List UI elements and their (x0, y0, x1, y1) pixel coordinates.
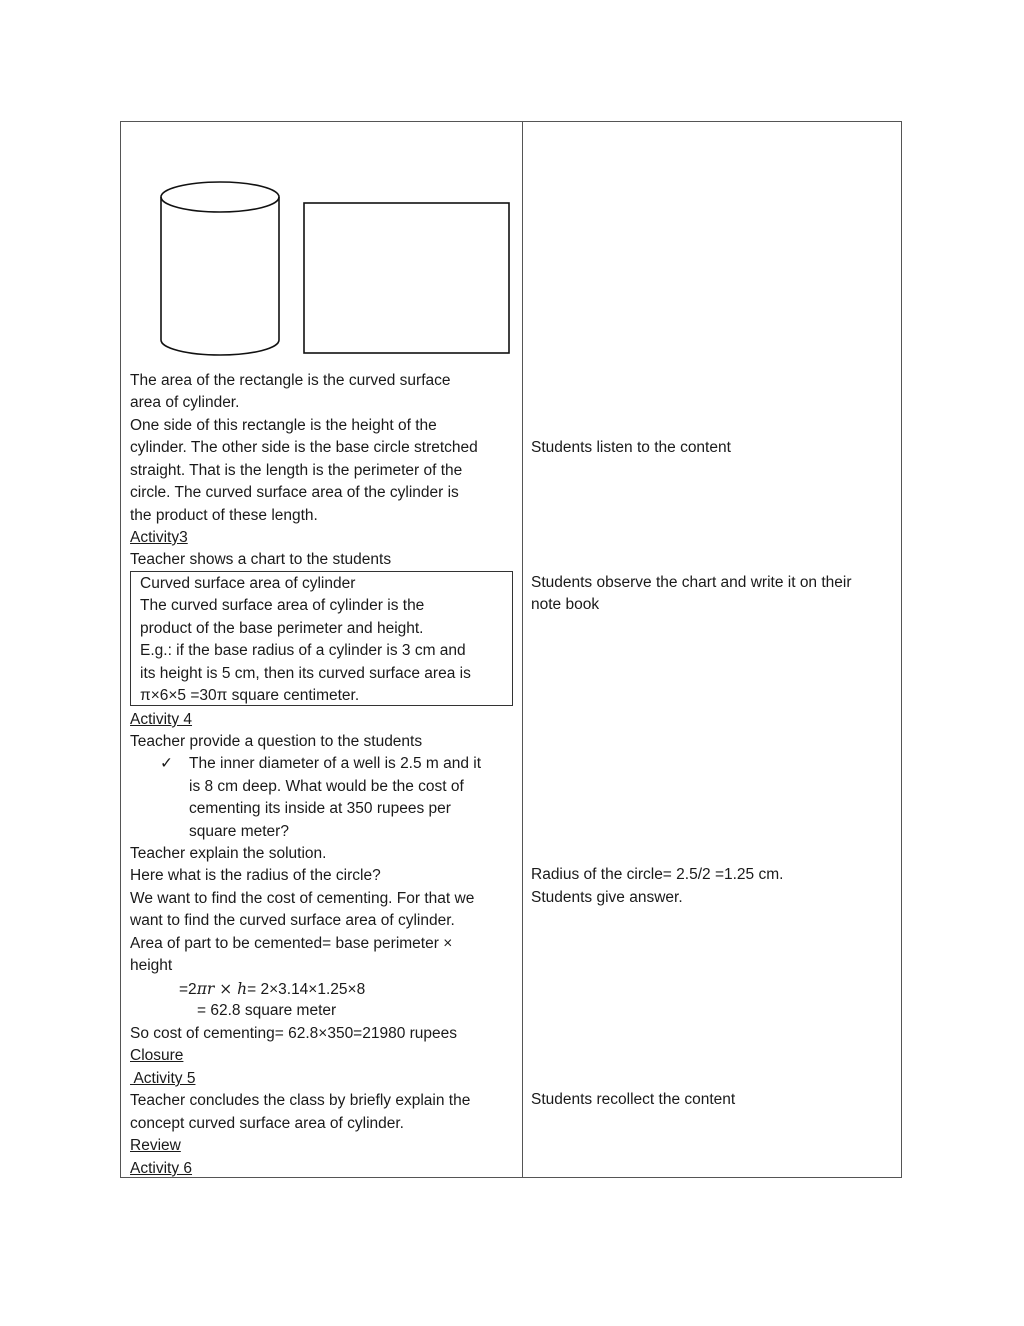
activity4-heading: Activity 4 (130, 711, 193, 728)
solution-line: We want to find the cost of cementing. For that we (130, 890, 475, 907)
explanation-line: straight. That is the length is the perimeter of the (130, 462, 463, 479)
explanation-line: The area of the rectangle is the curved surface (130, 372, 451, 389)
formula-result: = 62.8 square meter (197, 1002, 337, 1019)
solution-line: height (130, 957, 173, 974)
activity3-heading: Activity3 (130, 529, 188, 546)
activity5-heading: Activity 5 (130, 1070, 196, 1087)
explanation-line: area of cylinder. (130, 394, 240, 411)
explanation-line: the product of these length. (130, 507, 318, 524)
closure-heading: Closure (130, 1047, 184, 1064)
unrolled-rectangle (304, 203, 509, 353)
formula-suffix: = 2×3.14×1.25×8 (247, 981, 366, 998)
lesson-table (120, 121, 902, 1178)
formula-prefix: =2 (179, 981, 197, 998)
activity5-line: concept curved surface area of cylinder. (130, 1115, 404, 1132)
explanation-line: cylinder. The other side is the base circle stretched (130, 439, 478, 456)
student-listen: Students listen to the content (531, 439, 731, 456)
student-observe-line: Students observe the chart and write it on their (531, 574, 852, 591)
chart-line: π×6×5 =30π square centimeter. (140, 687, 360, 704)
formula-math: πr × h (196, 980, 248, 998)
column-divider (522, 122, 523, 1177)
student-radius-answer: Radius of the circle= 2.5/2 =1.25 cm. (531, 866, 784, 883)
solution-line: want to find the curved surface area of cylinder. (130, 912, 455, 929)
activity6-heading: Activity 6 (130, 1160, 193, 1177)
student-observe-line: note book (531, 596, 600, 613)
student-give-answer: Students give answer. (531, 889, 683, 906)
solution-line: Here what is the radius of the circle? (130, 867, 381, 884)
cylinder-shape (161, 182, 279, 355)
explanation-line: One side of this rectangle is the height of the (130, 417, 437, 434)
question-line: cementing its inside at 350 rupees per (189, 800, 451, 817)
chart-line: E.g.: if the base radius of a cylinder is 3 cm and (140, 642, 466, 659)
activity4-text: Teacher provide a question to the students (130, 733, 423, 750)
cost-line: So cost of cementing= 62.8×350=21980 rupees (130, 1025, 458, 1042)
formula-line (179, 978, 365, 1001)
student-recollect: Students recollect the content (531, 1091, 736, 1108)
checkmark-icon: ✓ (160, 755, 173, 772)
question-line: The inner diameter of a well is 2.5 m and it (189, 755, 482, 772)
explanation-line: circle. The curved surface area of the cylinder is (130, 484, 459, 501)
chart-line: its height is 5 cm, then its curved surface area is (140, 665, 471, 682)
review-heading: Review (130, 1137, 181, 1154)
activity5-line: Teacher concludes the class by briefly explain the (130, 1092, 471, 1109)
chart-line: Curved surface area of cylinder (140, 575, 356, 592)
chart-line: product of the base perimeter and height. (140, 620, 424, 637)
question-line: square meter? (189, 823, 289, 840)
solution-line: Teacher explain the solution. (130, 845, 327, 862)
question-line: is 8 cm deep. What would be the cost of (189, 778, 464, 795)
activity3-text: Teacher shows a chart to the students (130, 551, 392, 568)
solution-line: Area of part to be cemented= base perimeter × (130, 935, 453, 952)
cylinder-rectangle-figure (121, 122, 521, 372)
chart-line: The curved surface area of cylinder is the (140, 597, 425, 614)
chart-box (130, 571, 513, 706)
